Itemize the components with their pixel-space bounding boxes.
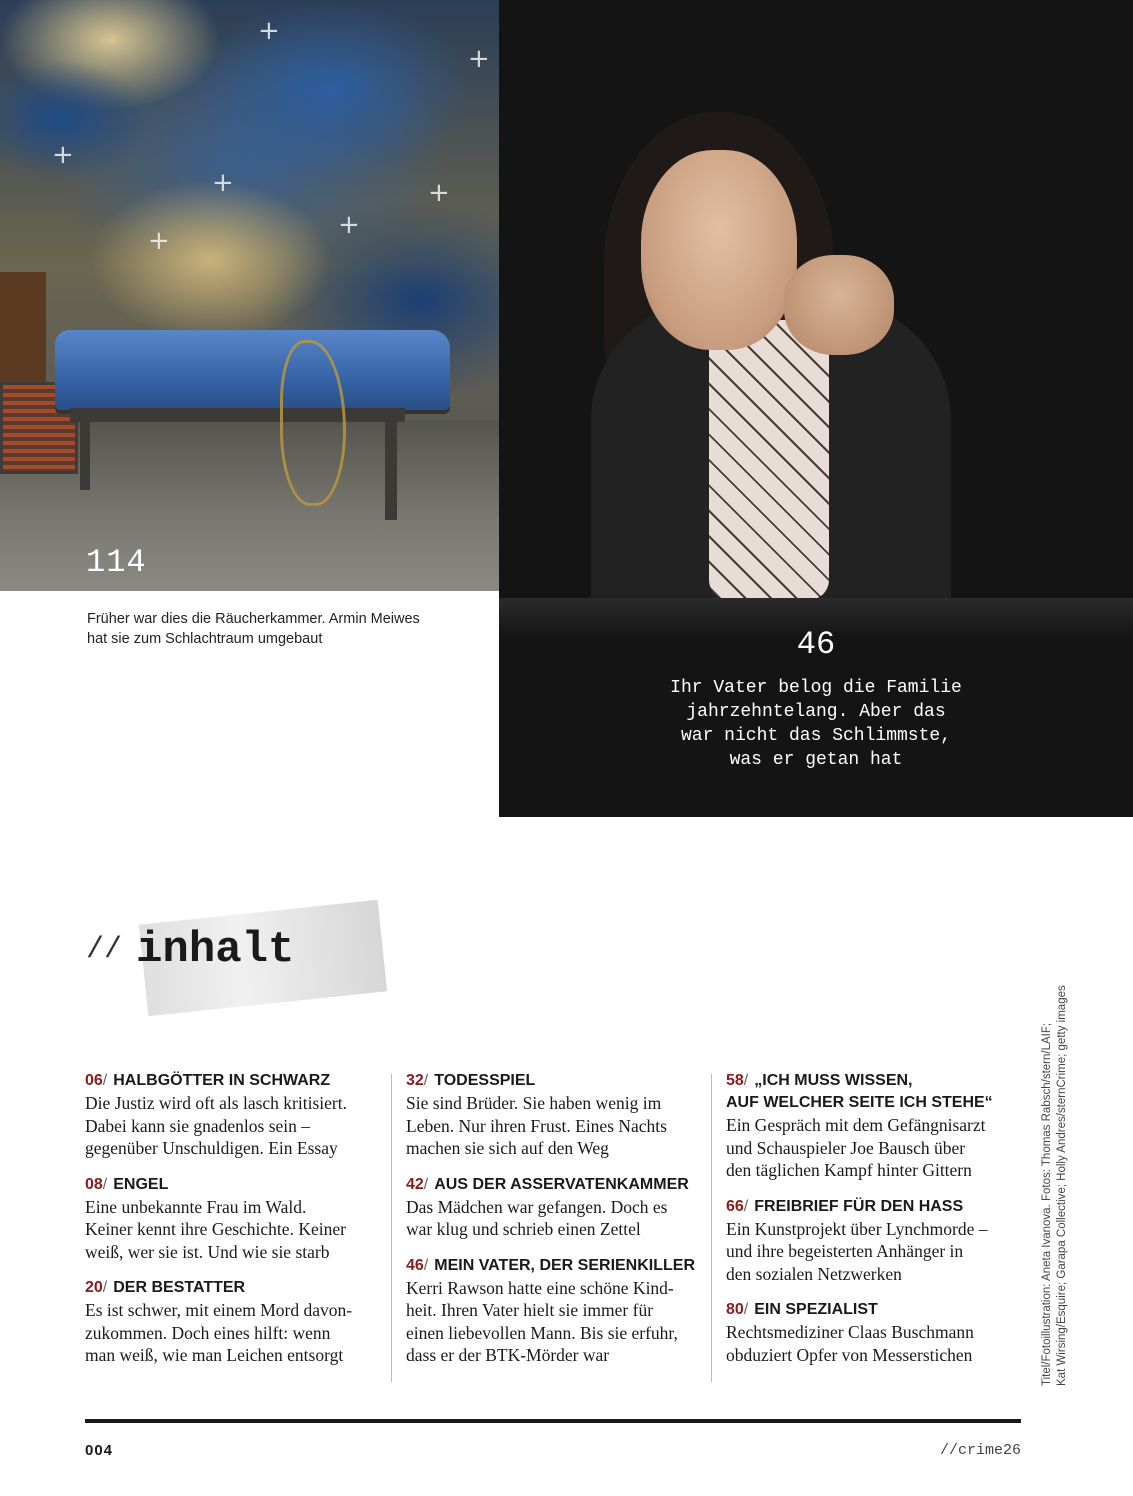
footer-rule: [85, 1419, 1021, 1423]
room-photo: [0, 0, 499, 591]
portrait-scarf: [709, 320, 829, 600]
toc-page: 46: [406, 1256, 424, 1274]
cross-mark: +: [468, 44, 490, 74]
bed-frame: [70, 408, 405, 422]
toc-desc: Sie sind Brüder. Sie haben wenig im Leben. Nur ihren Frust. Eines Nachts machen sie sich auf den Weg: [406, 1093, 667, 1158]
toc-title: HALBGÖTTER IN SCHWARZ: [113, 1072, 331, 1089]
toc-entry[interactable]: 06/ HALBGÖTTER IN SCHWARZ Die Justiz wird oft als lasch kritisiert. Dabei kann sie gnadenlos sein – gegenüber Unschuldigen. Ein Essay: [85, 1070, 385, 1160]
toc-page: 06: [85, 1072, 103, 1089]
bed: [55, 330, 450, 410]
portrait-page-number: 46: [796, 626, 836, 663]
portrait-hands: [784, 255, 894, 355]
toc-page: 42: [406, 1175, 424, 1193]
toc-entry[interactable]: 58/ „ICH MUSS WISSEN, AUF WELCHER SEITE ICH STEHE“ Ein Gespräch mit dem Gefängnisarzt und Schauspieler Joe Bausch über den täglichen Kampf hinter Gittern: [726, 1070, 1026, 1182]
cross-mark: +: [212, 168, 234, 198]
toc-desc: Ein Kunstprojekt über Lynchmorde – und ihre begeisterten Anhänger in den sozialen Netzwerken: [726, 1218, 988, 1284]
toc-desc: Eine unbekannte Frau im Wald. Keiner kennt ihre Geschichte. Keiner weiß, wer sie ist. Und wie sie starb: [85, 1196, 346, 1262]
toc-page: 32: [406, 1072, 424, 1089]
toc-desc: Rechtsmediziner Claas Buschmann obduziert Opfer von Messerstichen: [726, 1322, 974, 1365]
toc-desc: Die Justiz wird oft als lasch kritisiert. Dabei kann sie gnadenlos sein – gegenüber Unschuldigen. Ein Essay: [85, 1093, 347, 1158]
toc-title: FREIBRIEF FÜR DEN HASS: [754, 1197, 964, 1215]
portrait-photo: [499, 0, 1133, 817]
toc-title: MEIN VATER, DER SERIENKILLER: [434, 1256, 696, 1274]
portrait-face: [641, 150, 797, 350]
cross-mark: +: [148, 226, 170, 256]
toc-page: 66: [726, 1197, 744, 1215]
toc-desc: Es ist schwer, mit einem Mord davon- zukommen. Doch eines hilft: wenn man weiß, wie man Leichen entsorgt: [85, 1300, 353, 1365]
footer-magazine-name: //crime26: [939, 1442, 1021, 1459]
toc-entry[interactable]: 66/ FREIBRIEF FÜR DEN HASS Ein Kunstprojekt über Lynchmorde – und ihre begeisterten Anhänger in den sozialen Netzwerken: [726, 1196, 1026, 1286]
column-divider: [391, 1074, 392, 1382]
toc-column-1: [85, 1070, 385, 1381]
toc-title: ENGEL: [113, 1175, 169, 1193]
bed-leg: [80, 420, 90, 490]
heading-title: inhalt: [136, 925, 295, 975]
cross-mark: +: [52, 140, 74, 170]
toc-entry[interactable]: 80/ EIN SPEZIALIST Rechtsmediziner Claas Buschmann obduziert Opfer von Messerstichen: [726, 1299, 1026, 1366]
column-divider: [711, 1074, 712, 1382]
toc-title: AUS DER ASSERVATENKAMMER: [434, 1175, 689, 1193]
toc-desc: Ein Gespräch mit dem Gefängnisarzt und Schauspieler Joe Bausch über den täglichen Kampf hinter Gittern: [726, 1115, 986, 1180]
cross-mark: +: [428, 178, 450, 208]
heading-prefix: //: [86, 933, 123, 967]
toc-column-3: [726, 1070, 1026, 1380]
toc-desc: Kerri Rawson hatte eine schöne Kind- heit. Ihren Vater hielt sie immer für einen liebevollen Mann. Bis sie erfuhr, dass er der BTK-Mörder war: [406, 1277, 678, 1365]
cross-mark: +: [258, 16, 280, 46]
bed-leg: [385, 420, 397, 520]
portrait-caption: Ihr Vater belog die Familie jahrzehntelang. Aber das war nicht das Schlimmste, was er getan hat: [670, 678, 962, 770]
toc-page: 80: [726, 1301, 744, 1318]
toc-entry[interactable]: 20/ DER BESTATTER Es ist schwer, mit einem Mord davon- zukommen. Doch eines hilft: wenn man weiß, wie man Leichen entsorgt: [85, 1277, 385, 1367]
toc-title: DER BESTATTER: [113, 1279, 246, 1296]
toc-page: 58: [726, 1072, 744, 1089]
toc-entry[interactable]: 08/ ENGEL Eine unbekannte Frau im Wald. Keiner kennt ihre Geschichte. Keiner weiß, wer sie ist. Und wie sie starb: [85, 1174, 385, 1264]
toc-title: EIN SPEZIALIST: [754, 1301, 878, 1318]
photo-credit: Titel/Fotoillustration: Aneta Ivanova. Fotos: Thomas Rabsch/stern/LAIF; Kat Wirsing/Esquire; Garapa Collective; Holly Andres/sternCrime; getty images: [1041, 985, 1068, 1386]
toc-column-2: [406, 1070, 706, 1381]
page-title: [86, 925, 294, 975]
cross-mark: +: [338, 210, 360, 240]
room-page-number: 114: [86, 544, 147, 581]
toc-title: „ICH MUSS WISSEN, AUF WELCHER SEITE ICH STEHE“: [726, 1072, 993, 1111]
nightstand: [0, 272, 46, 384]
toc-page: 20: [85, 1279, 103, 1296]
footer-page-number: 004: [85, 1442, 114, 1459]
toc-title: TODESSPIEL: [434, 1072, 536, 1089]
toc-desc: Das Mädchen war gefangen. Doch es war klug und schrieb einen Zettel: [406, 1196, 668, 1239]
room-caption: Früher war dies die Räucherkammer. Armin Meiwes hat sie zum Schlachtraum umgebaut: [87, 611, 420, 647]
toc-entry[interactable]: 42/ AUS DER ASSERVATENKAMMER Das Mädchen war gefangen. Doch es war klug und schrieb einen Zettel: [406, 1174, 706, 1241]
toc-entry[interactable]: 32/ TODESSPIEL Sie sind Brüder. Sie haben wenig im Leben. Nur ihren Frust. Eines Nachts machen sie sich auf den Weg: [406, 1070, 706, 1160]
toc-entry[interactable]: 46/ MEIN VATER, DER SERIENKILLER Kerri Rawson hatte eine schöne Kind- heit. Ihren Vater hielt sie immer für einen liebevollen Mann. Bis sie erfuhr, dass er der BTK-Mörder war: [406, 1255, 706, 1367]
toc-page: 08: [85, 1175, 103, 1193]
